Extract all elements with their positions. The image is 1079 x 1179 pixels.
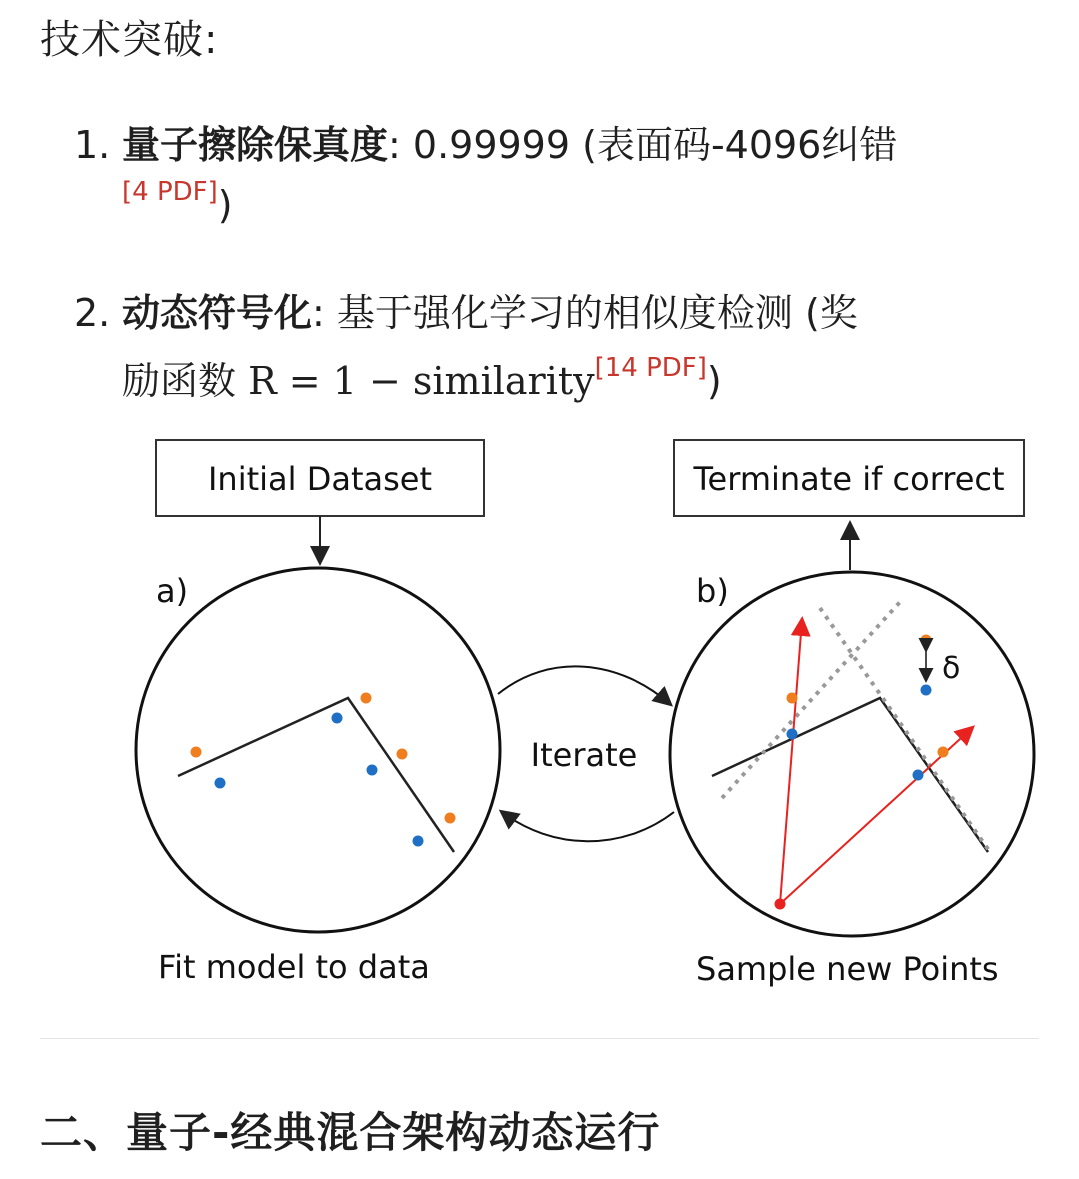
- caption-a: Fit model to data: [158, 948, 430, 986]
- iterate-arrow-bottom: [502, 812, 674, 841]
- list-number: 1.: [74, 123, 111, 167]
- list-number: 2.: [74, 291, 111, 335]
- caption-b: Sample new Points: [696, 950, 999, 988]
- delta-label: δ: [942, 651, 961, 686]
- sample-origin: [775, 899, 786, 910]
- dotted-boundary: [820, 608, 990, 852]
- iterate-arrow-top: [498, 666, 670, 704]
- section-heading: 技术突破:: [40, 17, 219, 63]
- item-text: : 0.99999 (表面码-4096纠错: [388, 123, 898, 167]
- section-title: 二、量子-经典混合架构动态运行: [40, 1108, 661, 1157]
- panel-b-circle: [670, 572, 1034, 936]
- closing-paren: ): [217, 183, 233, 227]
- panel-a-label: a): [156, 572, 189, 610]
- panel-b-label: b): [696, 572, 729, 610]
- sample-arrow: [780, 620, 802, 904]
- terminate-label: Terminate if correct: [693, 460, 1005, 498]
- reward-formula: R = 1 − similarity: [248, 359, 595, 403]
- initial-dataset-label: Initial Dataset: [207, 460, 433, 498]
- iterate-label: Iterate: [530, 736, 638, 774]
- list-item-2: [74, 288, 1054, 338]
- item-title: 量子擦除保真度: [122, 123, 389, 167]
- item-text: : 基于强化学习的相似度检测 (奖: [312, 291, 858, 335]
- item-text-cont: 励函数: [122, 359, 249, 403]
- list-item-1: [74, 120, 1054, 170]
- divider: [40, 1038, 1039, 1039]
- active-learning-figure: [100, 432, 1040, 1002]
- model-fit-line: [178, 698, 454, 852]
- item-title: 动态符号化: [122, 291, 313, 335]
- citation-link[interactable]: [4 PDF]: [122, 177, 218, 207]
- panel-a-points: [191, 693, 456, 847]
- citation-link[interactable]: [14 PDF]: [594, 353, 707, 383]
- model-fit-line-b: [712, 698, 988, 852]
- closing-paren: ): [706, 359, 722, 403]
- panel-a-circle: [136, 568, 500, 932]
